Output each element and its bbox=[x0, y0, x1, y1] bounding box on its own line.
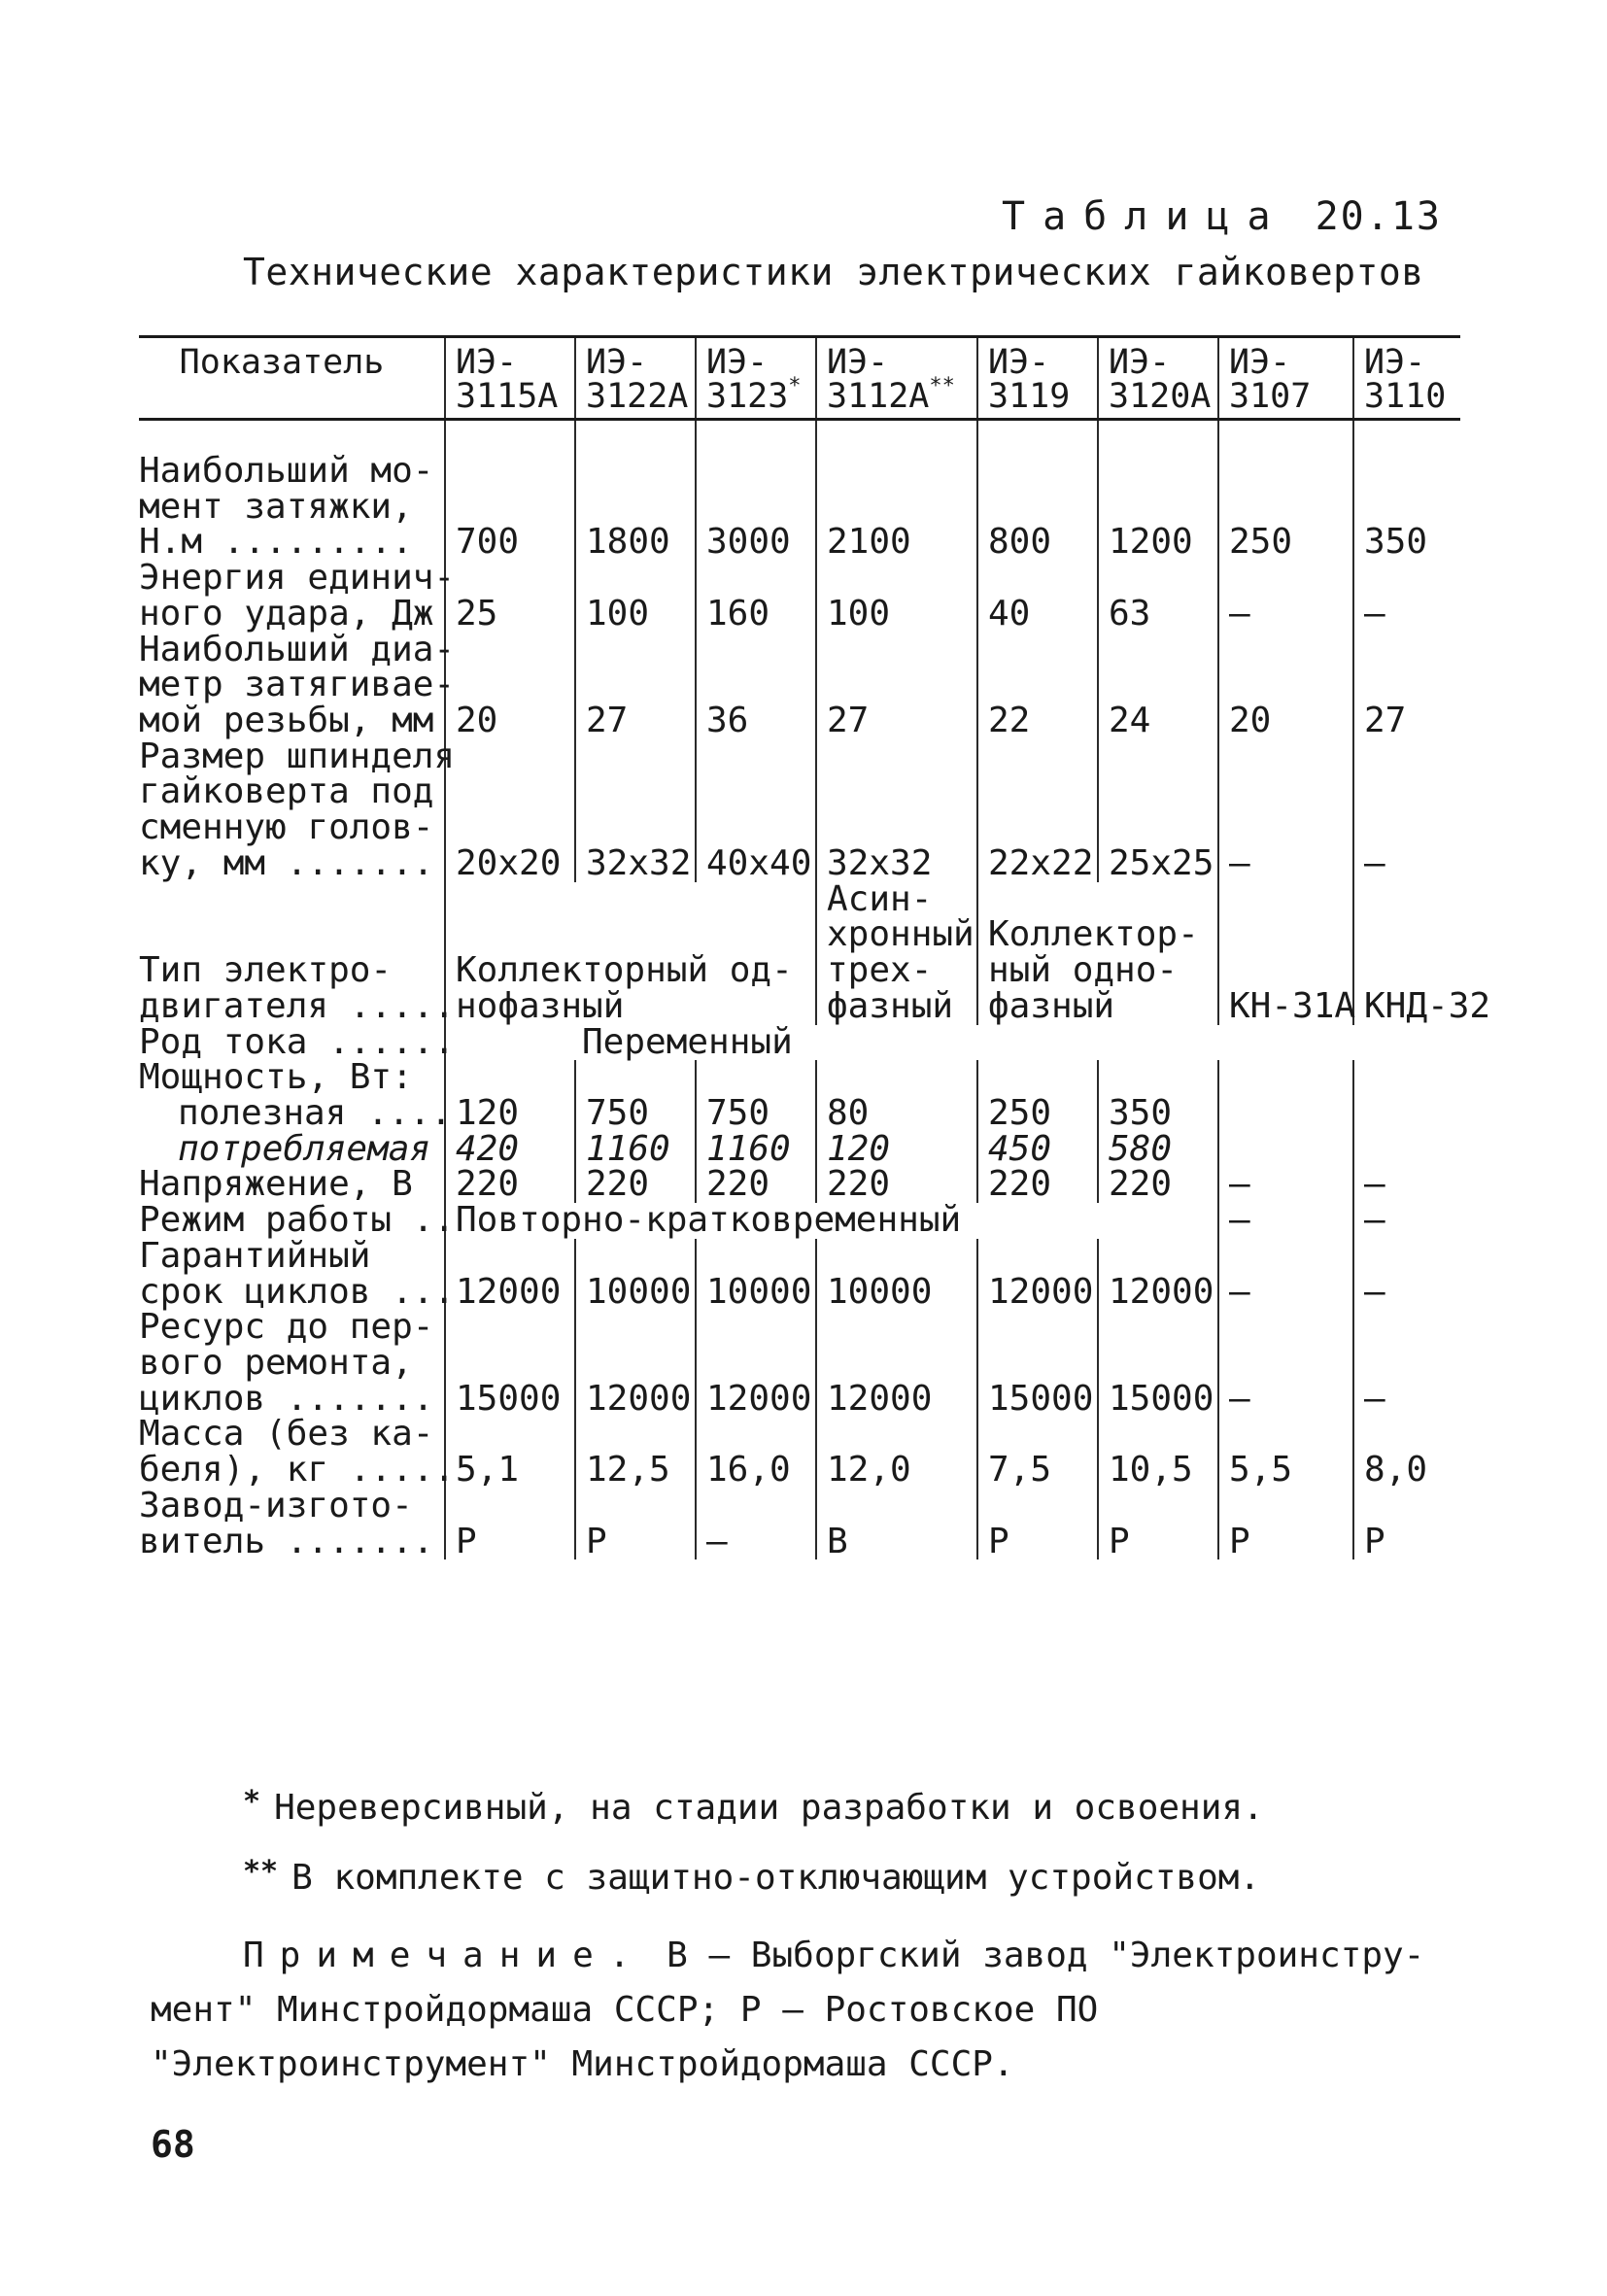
table-number: 20.13 bbox=[1315, 194, 1442, 239]
remark-heading: Примечание. bbox=[243, 1936, 646, 1975]
specs-table bbox=[139, 335, 1491, 1561]
cell: 750 bbox=[696, 1096, 816, 1132]
cell: Р bbox=[1353, 1489, 1460, 1559]
cell: 220 bbox=[1098, 1167, 1218, 1203]
table-label bbox=[1002, 194, 1442, 239]
cell: 8,0 bbox=[1353, 1417, 1460, 1488]
footnote-mark: ** bbox=[929, 374, 955, 398]
row-label: Наибольший мо- мент затяжки, Н.м ......... bbox=[139, 451, 434, 563]
cell: 12,0 bbox=[816, 1417, 977, 1488]
row-mode bbox=[139, 1203, 1460, 1239]
footnote-2 bbox=[243, 1855, 1261, 1898]
model-name: ИЭ- 3123 bbox=[706, 343, 789, 416]
cell: 1160 bbox=[575, 1132, 696, 1168]
cell: 24 bbox=[1098, 633, 1218, 739]
cell bbox=[1353, 1096, 1460, 1132]
cell: 40 bbox=[977, 561, 1098, 632]
cell: – bbox=[1218, 1203, 1353, 1239]
cell bbox=[1353, 1132, 1460, 1168]
cell: 20 bbox=[1218, 633, 1353, 739]
cell: Р bbox=[575, 1489, 696, 1559]
cell: 27 bbox=[816, 633, 977, 739]
cell: 80 bbox=[816, 1096, 977, 1132]
cell: В bbox=[816, 1489, 977, 1559]
cell: 12,5 bbox=[575, 1417, 696, 1488]
cell: 15000 bbox=[977, 1310, 1098, 1417]
row-warranty bbox=[139, 1239, 1460, 1310]
row-torque bbox=[139, 454, 1460, 561]
cell: 22 bbox=[977, 633, 1098, 739]
cell: 750 bbox=[575, 1096, 696, 1132]
cell: Р bbox=[1218, 1489, 1353, 1559]
header-model: ИЭ- 3120А bbox=[1098, 337, 1218, 420]
cell: 350 bbox=[1353, 454, 1460, 561]
cell: 120 bbox=[816, 1132, 977, 1168]
cell bbox=[1218, 1132, 1353, 1168]
cell-motor-col7: КН-31А bbox=[1218, 882, 1353, 1025]
cell: 3000 bbox=[696, 454, 816, 561]
model-name: ИЭ- 3112А bbox=[827, 343, 930, 416]
row-label: Гарантийный срок циклов ... bbox=[139, 1235, 456, 1312]
row-power-consumed bbox=[139, 1132, 1460, 1168]
cell: 10000 bbox=[575, 1239, 696, 1310]
cell: 100 bbox=[575, 561, 696, 632]
cell: 5,1 bbox=[445, 1417, 575, 1488]
header-param: Показатель bbox=[139, 337, 445, 420]
cell: 5,5 bbox=[1218, 1417, 1353, 1488]
header-model: ИЭ- 3110 bbox=[1353, 337, 1460, 420]
cell: 15000 bbox=[445, 1310, 575, 1417]
footnote-text: В комплекте с защитно-отключающим устройством. bbox=[291, 1858, 1261, 1898]
cell: – bbox=[696, 1489, 816, 1559]
cell: – bbox=[1353, 1167, 1460, 1203]
row-mass bbox=[139, 1417, 1460, 1488]
cell: 2100 bbox=[816, 454, 977, 561]
cell: 22x22 bbox=[977, 739, 1098, 882]
cell: 25x25 bbox=[1098, 739, 1218, 882]
cell: 12000 bbox=[696, 1310, 816, 1417]
cell: 1200 bbox=[1098, 454, 1218, 561]
cell: 12000 bbox=[977, 1239, 1098, 1310]
cell: – bbox=[1353, 1310, 1460, 1417]
cell: 250 bbox=[977, 1096, 1098, 1132]
table-caption: Технические характеристики электрических гайковертов bbox=[243, 251, 1424, 293]
cell: Р bbox=[977, 1489, 1098, 1559]
cell: 12000 bbox=[1098, 1239, 1218, 1310]
cell: – bbox=[1218, 1310, 1353, 1417]
row-label: Ресурс до пер- вого ремонта, циклов ....... bbox=[139, 1307, 434, 1419]
cell: – bbox=[1218, 739, 1353, 882]
cell: 220 bbox=[816, 1167, 977, 1203]
cell: 350 bbox=[1098, 1096, 1218, 1132]
row-resource bbox=[139, 1310, 1460, 1417]
row-label: полезная .... bbox=[178, 1092, 452, 1133]
row-label: Режим работы .. bbox=[139, 1200, 456, 1241]
cell: – bbox=[1218, 561, 1353, 632]
row-power bbox=[139, 1060, 1460, 1096]
cell: 10,5 bbox=[1098, 1417, 1218, 1488]
cell: 16,0 bbox=[696, 1417, 816, 1488]
cell: 15000 bbox=[1098, 1310, 1218, 1417]
cell: 1800 bbox=[575, 454, 696, 561]
cell: 63 bbox=[1098, 561, 1218, 632]
footnote-mark: * bbox=[788, 374, 802, 398]
row-label: Завод-изгото- витель ....... bbox=[139, 1485, 434, 1561]
remark bbox=[151, 1929, 1491, 2092]
cell: 27 bbox=[1353, 633, 1460, 739]
cell: 10000 bbox=[696, 1239, 816, 1310]
cell: Р bbox=[445, 1489, 575, 1559]
cell: 250 bbox=[1218, 454, 1353, 561]
cell: – bbox=[1218, 1239, 1353, 1310]
row-label: потребляемая bbox=[178, 1128, 431, 1169]
remark-text: В – Выборгский завод "Электроинстру-мент" Минстройдормаша СССР; Р – Ростовское ПО "Электроинструмент" Минстройдормаша СССР. bbox=[151, 1936, 1425, 2084]
row-label: Тип электро- двигателя ..... bbox=[139, 950, 456, 1026]
page-number: 68 bbox=[151, 2123, 195, 2166]
row-label: Размер шпинделя гайковерта под сменную голов- ку, мм ....... bbox=[139, 736, 456, 883]
table-header-row bbox=[139, 337, 1460, 420]
cell: 20x20 bbox=[445, 739, 575, 882]
row-label: Энергия единич- ного удара, Дж bbox=[139, 558, 456, 634]
footnote-mark: * bbox=[243, 1785, 261, 1819]
cell: Р bbox=[1098, 1489, 1218, 1559]
cell: 220 bbox=[445, 1167, 575, 1203]
footnote-1 bbox=[243, 1785, 1264, 1828]
table-word: Таблица bbox=[1002, 194, 1288, 239]
row-label: Наибольший диа- метр затягивае- мой резьбы, мм bbox=[139, 629, 456, 741]
cell: 1160 bbox=[696, 1132, 816, 1168]
cell: 220 bbox=[696, 1167, 816, 1203]
header-model: ИЭ- 3115А bbox=[445, 337, 575, 420]
cell: 220 bbox=[575, 1167, 696, 1203]
row-label: Мощность, Вт: bbox=[139, 1057, 413, 1098]
cell: 7,5 bbox=[977, 1417, 1098, 1488]
cell: 160 bbox=[696, 561, 816, 632]
cell: – bbox=[1353, 1239, 1460, 1310]
cell: 420 bbox=[445, 1132, 575, 1168]
cell: 220 bbox=[977, 1167, 1098, 1203]
cell: 36 bbox=[696, 633, 816, 739]
cell: 12000 bbox=[445, 1239, 575, 1310]
header-model bbox=[816, 337, 977, 420]
cell: 450 bbox=[977, 1132, 1098, 1168]
row-motor bbox=[139, 882, 1460, 1025]
row-energy bbox=[139, 561, 1460, 632]
cell: 25 bbox=[445, 561, 575, 632]
cell: – bbox=[1353, 561, 1460, 632]
header-model: ИЭ- 3122А bbox=[575, 337, 696, 420]
row-label: Масса (без ка- беля), кг ..... bbox=[139, 1414, 456, 1491]
row-spindle bbox=[139, 739, 1460, 882]
cell bbox=[1218, 1096, 1353, 1132]
header-model: ИЭ- 3119 bbox=[977, 337, 1098, 420]
footnote-text: Нереверсивный, на стадии разработки и освоения. bbox=[274, 1788, 1264, 1828]
cell: 100 bbox=[816, 561, 977, 632]
cell: 12000 bbox=[575, 1310, 696, 1417]
cell-motor-col8: КНД-32 bbox=[1353, 882, 1460, 1025]
cell: – bbox=[1353, 739, 1460, 882]
cell: 10000 bbox=[816, 1239, 977, 1310]
cell: 120 bbox=[445, 1096, 575, 1132]
cell: 32x32 bbox=[816, 739, 977, 882]
cell: 40x40 bbox=[696, 739, 816, 882]
cell-current: Переменный bbox=[445, 1025, 1460, 1061]
cell-motor-col4: Асин- хронный трех- фазный bbox=[816, 882, 977, 1025]
cell: 20 bbox=[445, 633, 575, 739]
cell: 700 bbox=[445, 454, 575, 561]
cell-motor-group2: Коллектор- ный одно- фазный bbox=[977, 882, 1218, 1025]
header-model bbox=[696, 337, 816, 420]
cell-motor-group1: Коллекторный од- нофазный bbox=[445, 882, 816, 1025]
row-current bbox=[139, 1025, 1460, 1061]
cell: 800 bbox=[977, 454, 1098, 561]
cell: – bbox=[1353, 1203, 1460, 1239]
row-voltage bbox=[139, 1167, 1460, 1203]
row-label: Напряжение, В bbox=[139, 1164, 413, 1205]
cell: 32x32 bbox=[575, 739, 696, 882]
cell: 580 bbox=[1098, 1132, 1218, 1168]
cell: 27 bbox=[575, 633, 696, 739]
footnote-mark: ** bbox=[243, 1855, 279, 1889]
row-maker bbox=[139, 1489, 1460, 1559]
row-label: Род тока ...... bbox=[139, 1021, 456, 1062]
cell: 12000 bbox=[816, 1310, 977, 1417]
header-model: ИЭ- 3107 bbox=[1218, 337, 1353, 420]
cell: – bbox=[1218, 1167, 1353, 1203]
row-power-useful bbox=[139, 1096, 1460, 1132]
row-diameter bbox=[139, 633, 1460, 739]
cell-mode: Повторно-кратковременный bbox=[445, 1203, 1218, 1239]
